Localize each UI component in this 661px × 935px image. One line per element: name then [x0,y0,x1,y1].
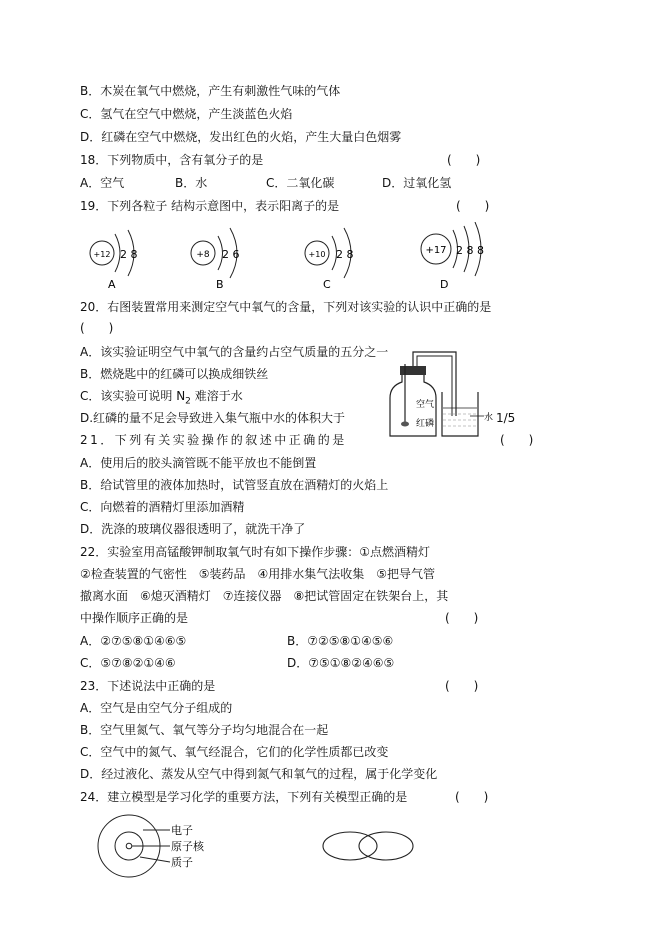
q18-option-b: B．水 [175,176,208,190]
q24-stem: 24．建立模型是学习化学的重要方法，下列有关模型正确的是 [80,790,408,804]
atom-label-electron: 电子 [171,824,193,837]
particle-d-shells: 2 8 8 [456,244,484,257]
q20-option-d-fraction: 1/5 [496,411,516,425]
particle-diagram-d [421,222,484,290]
q22-stem: 22．实验室用高锰酸钾制取氧气时有如下操作步骤：①点燃酒精灯 [80,545,431,559]
atom-label-nucleus: 原子核 [171,840,204,853]
particle-a-label: A [108,278,116,290]
q22-option-c: C．⑤⑦⑧②①④⑥ [80,656,176,670]
q18-option-d: D．过氧化氢 [382,176,452,190]
q22-steps-line3: 撤离水面 ⑥熄灭酒精灯 ⑦连接仪器 ⑧把试管固定在铁架台上，其 [80,589,449,603]
q21-stem: 21．下列有关实验操作的叙述中正确的是 [80,433,347,447]
q20-option-c-text: C．该实验可说明 N [80,389,186,403]
figure-label-air: 空气 [416,400,435,410]
q20-option-c [80,388,243,409]
particle-d-nucleus: +17 [425,245,447,256]
q18-option-c: C．二氧化碳 [266,176,335,190]
q22-answer-blank: ( ) [445,611,479,625]
q19-answer-blank: ( ) [456,199,490,213]
q22-steps-line2: ②检查装置的气密性 ⑤装药品 ④用排水集气法收集 ⑤把导气管 [80,567,436,581]
particle-diagram-b [191,228,240,290]
q23-option-b: B．空气里氮气、氧气等分子均匀地混合在一起 [80,723,329,737]
particle-diagram-a [90,230,138,290]
q22-option-d: D．⑦⑤①⑧②④⑥⑤ [287,656,395,670]
q19-stem: 19．下列各粒子 结构示意图中，表示阳离子的是 [80,199,340,213]
air-oxygen-apparatus-figure [380,344,496,444]
q22-option-b: B．⑦②⑤⑧①④⑤⑥ [287,634,394,648]
q20-option-a: A．该实验证明空气中氧气的含量约占空气质量的五分之一 [80,345,389,359]
overlapping-ellipses-model [320,828,420,864]
q18-option-a: A．空气 [80,176,125,190]
particle-b-shells: 2 6 [222,248,240,261]
q22-steps-line4: 中操作顺序正确的是 [80,611,189,625]
q23-stem: 23．下述说法中正确的是 [80,679,216,693]
q19-particle-diagrams [80,222,540,290]
q17-option-d: D．红磷在空气中燃烧，发出红色的火焰，产生大量白色烟雾 [80,130,402,144]
q18-answer-blank: ( ) [447,153,481,167]
q23-option-a: A．空气是由空气分子组成的 [80,701,233,715]
particle-diagram-c [305,228,354,290]
q17-option-c: C．氢气在空气中燃烧，产生淡蓝色火焰 [80,107,293,121]
particle-a-shells: 2 8 [120,248,138,261]
particle-c-nucleus: +10 [308,250,326,259]
q20-option-c-tail: 难溶于水 [190,389,243,403]
q20-option-b: B．燃烧匙中的红磷可以换成细铁丝 [80,367,269,381]
atom-label-proton: 质子 [171,856,193,869]
particle-a-nucleus: +12 [93,250,111,259]
particle-b-label: B [216,278,224,290]
q21-option-a: A．使用后的胶头滴管既不能平放也不能倒置 [80,456,317,470]
figure-label-phosphorus: 红磷 [416,419,435,429]
q20-option-d: D.红磷的量不足会导致进入集气瓶中水的体积大于 [80,411,346,425]
particle-d-label: D [440,278,449,290]
particle-c-label: C [323,278,331,290]
q23-option-c: C．空气中的氮气、氧气经混合，它们的化学性质都已改变 [80,745,389,759]
q23-option-d: D．经过液化、蒸发从空气中得到氮气和氧气的过程，属于化学变化 [80,767,438,781]
q21-option-d: D．洗涤的玻璃仪器很透明了，就洗干净了 [80,522,306,536]
q21-option-b: B．给试管里的液体加热时，试管竖直放在酒精灯的火焰上 [80,478,389,492]
q23-answer-blank: ( ) [445,679,479,693]
q22-option-a: A．②⑦⑤⑧①④⑥⑤ [80,634,187,648]
q24-answer-blank: ( ) [455,790,489,804]
q20-stem: 20．右图装置常用来测定空气中氧气的含量，下列对该实验的认识中正确的是 [80,300,492,314]
figure-label-water: 水 [484,413,494,423]
q18-stem: 18．下列物质中，含有氧分子的是 [80,153,264,167]
particle-b-nucleus: +8 [196,250,210,260]
atom-model-diagram [92,812,232,880]
particle-c-shells: 2 8 [336,248,354,261]
q21-option-c: C．向燃着的酒精灯里添加酒精 [80,500,245,514]
q17-option-b: B．木炭在氧气中燃烧，产生有刺激性气味的气体 [80,84,341,98]
q20-option-c-subscript: 2 [185,396,191,407]
q21-answer-blank: ( ) [500,433,534,447]
q20-answer-blank: ( ) [80,321,114,335]
